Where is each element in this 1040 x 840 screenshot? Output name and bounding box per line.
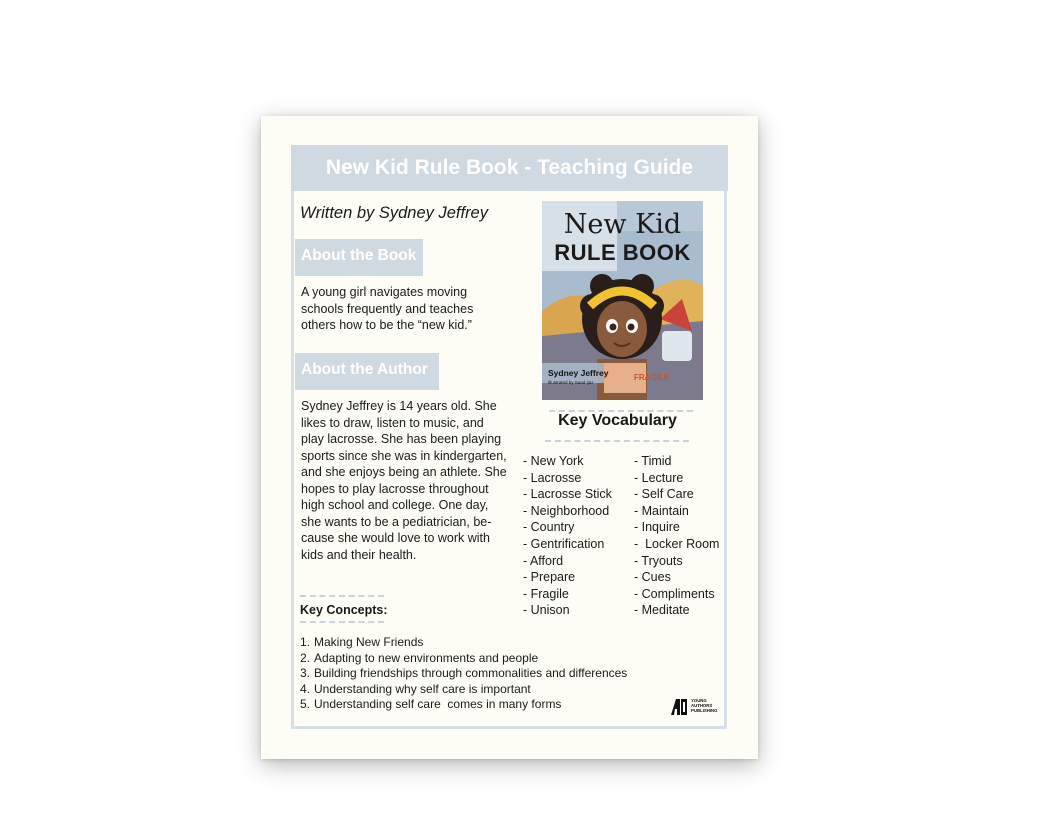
vocab-item: - Prepare [523,570,576,585]
concept-number: 2. [300,650,311,665]
about-book-text [301,284,473,334]
vocab-item: - New York [523,454,584,468]
concept-number: 4. [300,681,311,696]
vocab-item: - Timid [634,454,672,468]
about-author-line: cause she would love to work with [301,531,490,545]
concept-number: 1. [300,635,311,649]
about-book-line: others how to be the “new kid.” [301,318,472,332]
concepts-list [300,635,627,713]
concept-number: 5. [300,697,311,712]
vocab-item: - Meditate [634,603,690,618]
about-author-line: hopes to play lacrosse throughout [301,481,489,496]
publisher-logo-icon [669,697,689,717]
vocabulary-column-1 [523,453,612,619]
publisher-name [691,698,718,713]
vocab-item: - Country [523,520,575,535]
vocab-item: - Lecture [634,470,684,485]
vocab-item: - Locker Room [634,536,720,551]
cover-illustrator: Illustrated by Saad Ijaz [548,380,594,385]
publisher-name-line: PUBLISHING [691,708,718,713]
about-author-text [301,398,507,563]
vocab-item: - Lacrosse Stick [523,487,612,502]
vocabulary-title: Key Vocabulary [558,412,677,429]
vocab-item: - Lacrosse [523,470,582,485]
concept-item [300,635,627,651]
concepts-title: Key Concepts: [300,603,388,617]
vocab-item: - Inquire [634,520,680,535]
concept-text: Building friendships through commonalities and differences [314,666,628,681]
publisher-name-line: AUTHORS [691,703,713,708]
vocab-item: - Neighborhood [523,503,610,518]
cover-author: Sydney Jeffrey [548,368,609,378]
vocab-divider-bottom [545,440,689,442]
vocabulary-column-2 [634,453,719,619]
author-byline: Written by Sydney Jeffrey [300,204,488,222]
concepts-divider-bottom [300,621,384,623]
vocab-item: - Cues [634,570,671,585]
about-author-line: sports since she was in kindergarten, [301,448,507,463]
publisher-name-line: YOUNG [691,698,707,703]
about-author-line: kids and their health. [301,547,417,562]
about-author-heading: About the Author [295,353,439,390]
book-cover-image [542,201,703,400]
concept-item [300,666,627,682]
vocab-item: - Compliments [634,586,715,601]
concept-number: 3. [300,666,311,681]
vocab-item: - Afford [523,553,564,568]
about-book-line: A young girl navigates moving [301,285,468,299]
concept-item [300,682,627,698]
vocab-item: - Tryouts [634,553,683,568]
about-author-line: play lacrosse. She has been playing [301,432,502,446]
concepts-divider-top [300,595,384,597]
page-title: New Kid Rule Book - Teaching Guide [291,145,728,191]
concept-text: Adapting to new environments and people [314,650,539,665]
concept-item [300,697,627,713]
about-book-heading: About the Book [295,239,423,276]
vocab-item: - Gentrification [523,536,605,551]
cover-title-line1: New Kid [563,209,682,240]
vocab-item: - Self Care [634,487,694,502]
concept-text: Understanding why self care is important [314,681,531,696]
about-author-line: high school and college. One day, [301,498,489,512]
cover-box-label: FRAGILE [634,373,670,382]
cover-title-line2: RULE BOOK [554,240,691,265]
about-author-line: and she enjoys being an athlete. She [301,465,507,479]
vocab-item: - Fragile [523,586,569,601]
about-author-line: she wants to be a pediatrician, be- [301,514,492,529]
concept-item [300,651,627,667]
about-book-line: schools frequently and teaches [301,301,474,316]
about-author-line: Sydney Jeffrey is 14 years old. She [301,399,497,413]
concept-text: Understanding self care comes in many forms [314,697,562,712]
concept-text: Making New Friends [314,635,424,649]
about-author-line: likes to draw, listen to music, and [301,415,484,430]
vocab-item: - Maintain [634,503,689,518]
vocab-item: - Unison [523,603,570,618]
